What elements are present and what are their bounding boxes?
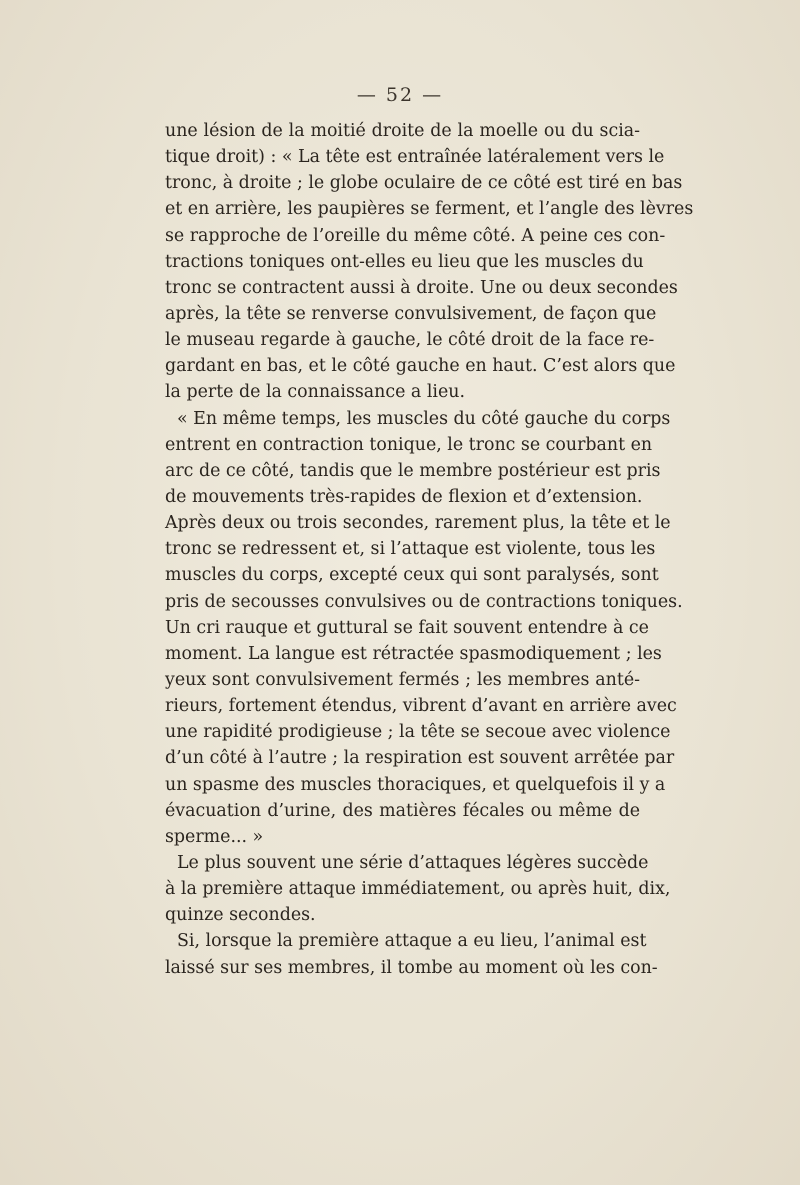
text-line: Si, lorsque la première attaque a eu lieu, l’animal est (177, 931, 647, 952)
text-line: de mouvements très-rapides de flexion et d’extension. (165, 486, 643, 507)
text-line: se rapproche de l’oreille du même côté. A peine ces con- (165, 225, 666, 246)
text-line: sperme... » (165, 826, 264, 847)
text-line: quinze secondes. (165, 905, 316, 926)
text-line: tractions toniques ont-elles eu lieu que les muscles du (165, 251, 644, 272)
text-line: Le plus souvent une série d’attaques légères succède (177, 852, 649, 873)
text-line: laissé sur ses membres, il tombe au moment où les con- (165, 957, 658, 978)
text-line: tique droit) : « La tête est entraînée latéralement vers le (165, 147, 665, 168)
text-line: rieurs, fortement étendus, vibrent d’avant en arrière avec (165, 696, 677, 717)
text-line: gardant en bas, et le côté gauche en haut. C’est alors que (165, 356, 676, 377)
text-line: à la première attaque immédiatement, ou après huit, dix, (165, 879, 671, 900)
text-line: arc de ce côté, tandis que le membre postérieur est pris (165, 460, 661, 481)
text-line: après, la tête se renverse convulsivement, de façon que (165, 303, 657, 324)
body-text (165, 118, 694, 981)
text-line: moment. La langue est rétractée spasmodiquement ; les (165, 643, 662, 664)
text-line: tronc, à droite ; le globe oculaire de ce côté est tiré en bas (165, 173, 683, 194)
text-line: et en arrière, les paupières se ferment, et l’angle des lèvres (165, 199, 694, 220)
text-line: Après deux ou trois secondes, rarement plus, la tête et le (165, 513, 671, 534)
text-line: un spasme des muscles thoraciques, et quelquefois il y a (165, 774, 666, 795)
text-line: Un cri rauque et guttural se fait souvent entendre à ce (165, 617, 649, 638)
text-line: la perte de la connaissance a lieu. (165, 382, 465, 403)
text-line: entrent en contraction tonique, le tronc se courbant en (165, 434, 653, 455)
page-number: — 52 — (356, 84, 444, 106)
text-line: d’un côté à l’autre ; la respiration est souvent arrêtée par (165, 748, 675, 769)
text-line: « En même temps, les muscles du côté gauche du corps (177, 408, 671, 429)
text-line: yeux sont convulsivement fermés ; les membres anté- (165, 669, 640, 690)
text-line: une lésion de la moitié droite de la moelle ou du scia- (165, 121, 640, 141)
text-line: tronc se contractent aussi à droite. Une ou deux secondes (165, 277, 678, 298)
text-line: une rapidité prodigieuse ; la tête se secoue avec violence (165, 722, 671, 743)
text-line: évacuation d’urine, des matières fécales ou même de (165, 800, 640, 821)
text-line: pris de secousses convulsives ou de contractions toniques. (165, 591, 683, 612)
text-line: le museau regarde à gauche, le côté droit de la face re- (165, 330, 655, 351)
text-line: muscles du corps, excepté ceux qui sont paralysés, sont (165, 565, 659, 586)
text-line: tronc se redressent et, si l’attaque est violente, tous les (165, 539, 656, 560)
